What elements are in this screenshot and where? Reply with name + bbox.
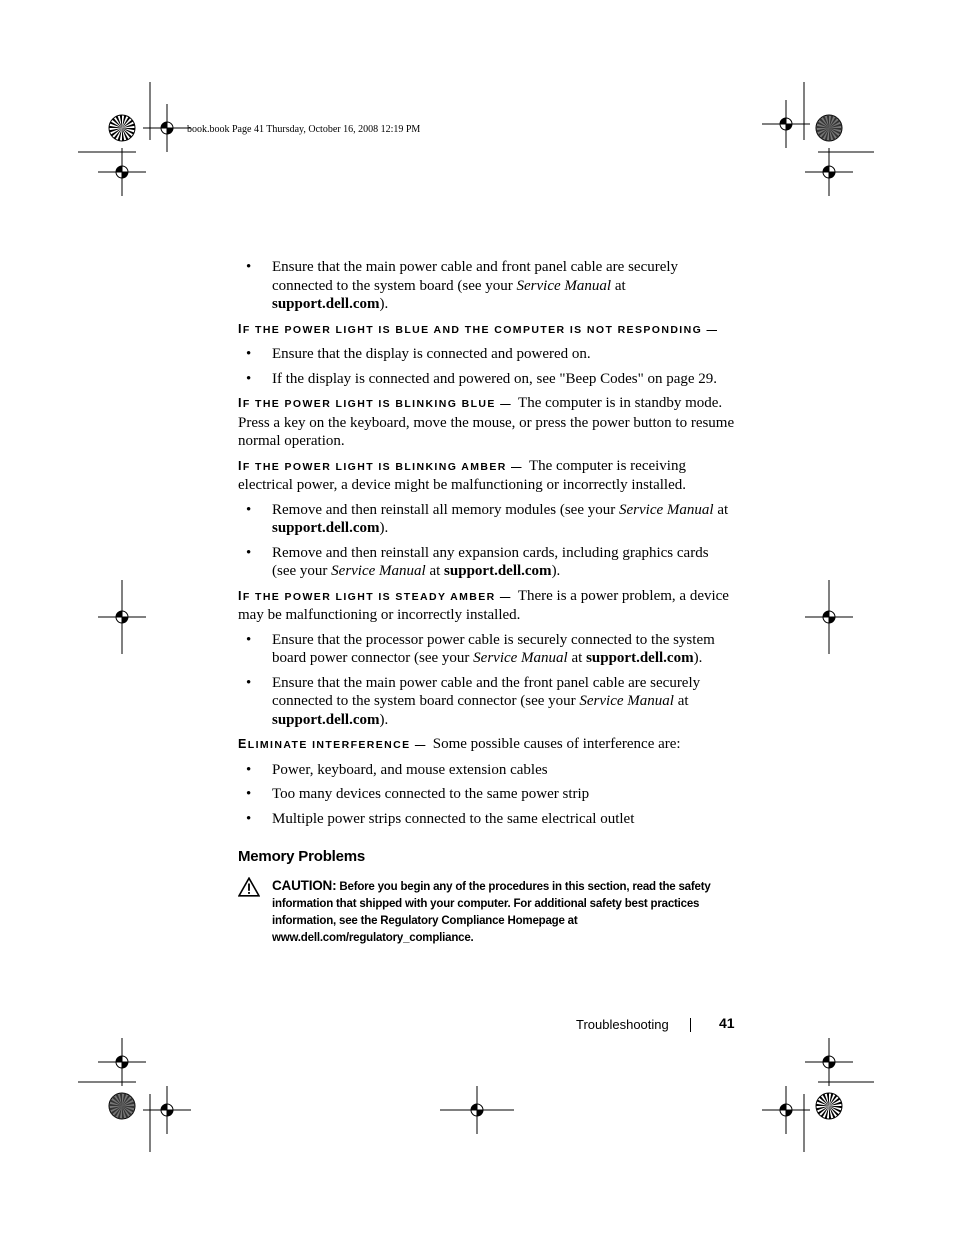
section-heading: Memory Problems <box>238 848 366 865</box>
run-in-paragraph <box>238 394 736 451</box>
run-in-heading-initial: I <box>238 458 243 473</box>
bullet-item <box>238 345 736 364</box>
bullet-glyph: • <box>246 761 252 778</box>
bullet-glyph: • <box>246 501 252 518</box>
manual-title: Service Manual <box>473 650 568 666</box>
paragraph-text <box>272 762 548 778</box>
run-in-heading <box>238 458 523 473</box>
run-in-paragraph <box>238 457 736 495</box>
bullet-item <box>238 674 736 730</box>
text-run: Ensure that the main power cable and front panel cable are securely connected to the system board (see your <box>272 259 679 294</box>
website-reference: support.dell.com <box>444 563 552 579</box>
run-in-heading-initial: I <box>238 321 243 336</box>
run-in-heading-text: F THE POWER LIGHT IS BLINKING BLUE — <box>242 398 513 410</box>
paragraph-text <box>272 502 728 537</box>
run-in-heading <box>238 739 427 751</box>
footer-page-number: 41 <box>719 1015 735 1031</box>
registration-starburst-icon <box>816 115 842 141</box>
website-reference: support.dell.com <box>272 520 380 536</box>
text-run: There is a power problem, a device may be malfunctioning or incorrectly installed. <box>238 587 729 623</box>
text-run: Some possible causes of interference are: <box>432 736 681 752</box>
bullet-glyph: • <box>246 786 252 802</box>
manual-title: Service Manual <box>619 501 714 518</box>
text-run: Too many devices connected to the same power strip <box>272 786 590 802</box>
caution-notice <box>238 877 736 947</box>
bullet-glyph: • <box>246 346 252 362</box>
text-run: ). <box>379 711 389 728</box>
paragraph-text <box>272 786 589 802</box>
run-in-heading <box>238 398 512 410</box>
text-run: at <box>713 501 729 518</box>
text-run: ). <box>551 563 561 579</box>
text-run: The computer is receiving electrical power, a device might be malfunctioning or incorrectly installed. <box>238 457 686 493</box>
registration-starburst-icon <box>109 1093 135 1119</box>
content-blocks <box>238 258 736 828</box>
bullet-item <box>238 501 736 538</box>
website-reference: support.dell.com <box>272 296 380 312</box>
text-run: The computer is in standby mode. Press a key on the keyboard, move the mouse, or press the power button to resume normal operation. <box>238 395 735 449</box>
text-run: Ensure that the processor power cable is securely connected to the system board power connector (see your <box>272 631 715 666</box>
manual-title: Service Manual <box>579 693 674 709</box>
text-run: If the display is connected and powered on, see "Beep Codes" on page 29. <box>272 370 718 387</box>
paragraph-text <box>272 811 634 827</box>
paragraph-text <box>272 371 717 387</box>
bullet-glyph: • <box>246 259 252 275</box>
bullet-item <box>238 810 736 829</box>
caution-text: Before you begin any of the procedures in this section, read the safety information that shipped with your computer. For additional safety best practices information, see the Regulatory Compliance Homepage at www.dell.com/regulatory_compliance. <box>272 880 711 944</box>
run-in-heading-text: F THE POWER LIGHT IS BLINKING AMBER — <box>242 460 523 473</box>
bullet-glyph: • <box>246 370 252 387</box>
run-in-heading-text: F THE POWER LIGHT IS BLUE AND THE COMPUTER IS NOT RESPONDING — <box>242 323 719 336</box>
run-in-heading-initial: I <box>238 588 243 603</box>
text-run: Power, keyboard, and mouse extension cables <box>272 761 548 778</box>
bullet-item <box>238 631 736 668</box>
run-in-heading-initial: E <box>238 737 248 751</box>
bullet-item <box>238 258 736 314</box>
text-run: Ensure that the main power cable and the front panel cable are securely connected to the system board connector (see your <box>272 674 701 709</box>
bullet-item <box>238 785 736 804</box>
text-run: Remove and then reinstall any expansion cards, including graphics cards (see your <box>272 544 709 579</box>
website-reference: support.dell.com <box>586 650 694 666</box>
text-run: Ensure that the display is connected and powered on. <box>272 346 591 362</box>
footer-divider <box>690 1018 691 1032</box>
bullet-glyph: • <box>246 631 252 648</box>
run-in-paragraph <box>238 320 736 340</box>
paragraph-text <box>272 675 700 728</box>
warning-triangle-icon <box>238 877 260 897</box>
run-in-heading-text: LIMINATE INTERFERENCE — <box>247 739 427 751</box>
registration-starburst-icon <box>109 115 135 141</box>
footer-section-title: Troubleshooting <box>576 1017 669 1032</box>
bullet-glyph: • <box>246 544 252 561</box>
manual-title: Service Manual <box>516 277 612 294</box>
text-run: ). <box>379 296 389 312</box>
text-run: at <box>611 277 626 294</box>
run-in-paragraph <box>238 735 736 755</box>
paragraph-text <box>272 632 715 667</box>
paragraph-text <box>433 736 681 752</box>
bullet-item <box>238 370 736 389</box>
run-in-heading-text: F THE POWER LIGHT IS STEADY AMBER — <box>242 590 512 603</box>
print-slug-line: book.book Page 41 Thursday, October 16, 2008 12:19 PM <box>187 124 421 135</box>
website-reference: support.dell.com <box>272 711 380 728</box>
run-in-heading-initial: I <box>238 396 243 410</box>
caution-label: CAUTION: <box>272 877 337 893</box>
bullet-glyph: • <box>246 810 252 827</box>
run-in-paragraph <box>238 587 736 625</box>
manual-title: Service Manual <box>331 563 426 579</box>
registration-starburst-icon <box>816 1093 842 1119</box>
paragraph-text <box>272 545 709 580</box>
text-run: at <box>673 693 689 709</box>
paragraph-text <box>272 346 591 362</box>
run-in-heading <box>238 588 512 603</box>
paragraph-text <box>272 259 678 312</box>
text-run: at <box>425 563 445 579</box>
text-run: ). <box>693 650 703 666</box>
page-body <box>238 258 736 947</box>
text-run: ). <box>379 520 389 536</box>
text-run: Remove and then reinstall all memory modules (see your <box>272 501 619 518</box>
bullet-item <box>238 761 736 780</box>
text-run: at <box>567 650 587 666</box>
text-run: Multiple power strips connected to the same electrical outlet <box>272 810 635 827</box>
run-in-heading <box>238 321 719 336</box>
bullet-glyph: • <box>246 674 252 691</box>
bullet-item <box>238 544 736 581</box>
